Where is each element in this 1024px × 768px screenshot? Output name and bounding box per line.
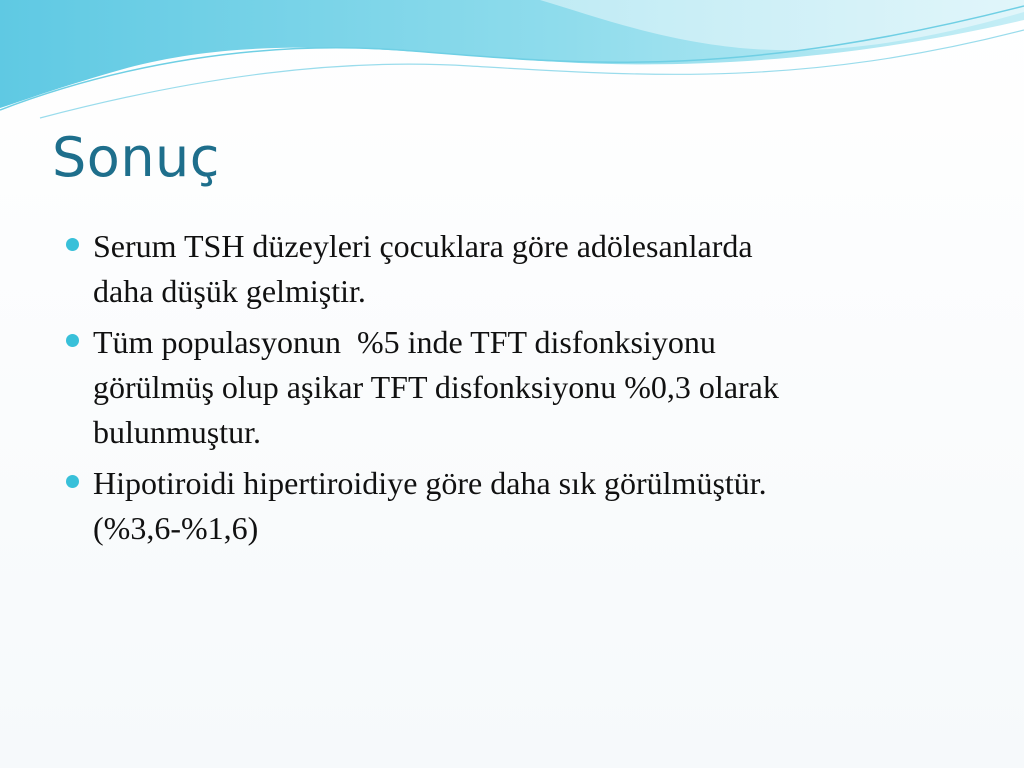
bullet-line: Serum TSH düzeyleri çocuklara göre adölesanlarda	[93, 228, 753, 264]
bullet-line: Tüm populasyonun %5 inde TFT disfonksiyonu	[93, 324, 716, 360]
bullet-item	[64, 224, 964, 314]
bullet-item	[64, 320, 964, 455]
bullet-dot-icon	[66, 334, 79, 347]
bullet-dot-icon	[66, 238, 79, 251]
bullet-line: daha düşük gelmiştir.	[93, 273, 366, 309]
slide-title: Sonuç	[52, 126, 220, 189]
header-wave-icon	[0, 0, 1024, 120]
bullet-line: Hipotiroidi hipertiroidiye göre daha sık görülmüştür.	[93, 465, 767, 501]
bullet-item	[64, 461, 964, 551]
bullet-line: görülmüş olup aşikar TFT disfonksiyonu %0,3 olarak	[93, 369, 779, 405]
bullet-line: bulunmuştur.	[93, 414, 262, 450]
bullet-line: (%3,6-%1,6)	[93, 510, 259, 546]
bullet-list	[64, 224, 964, 557]
bullet-dot-icon	[66, 475, 79, 488]
